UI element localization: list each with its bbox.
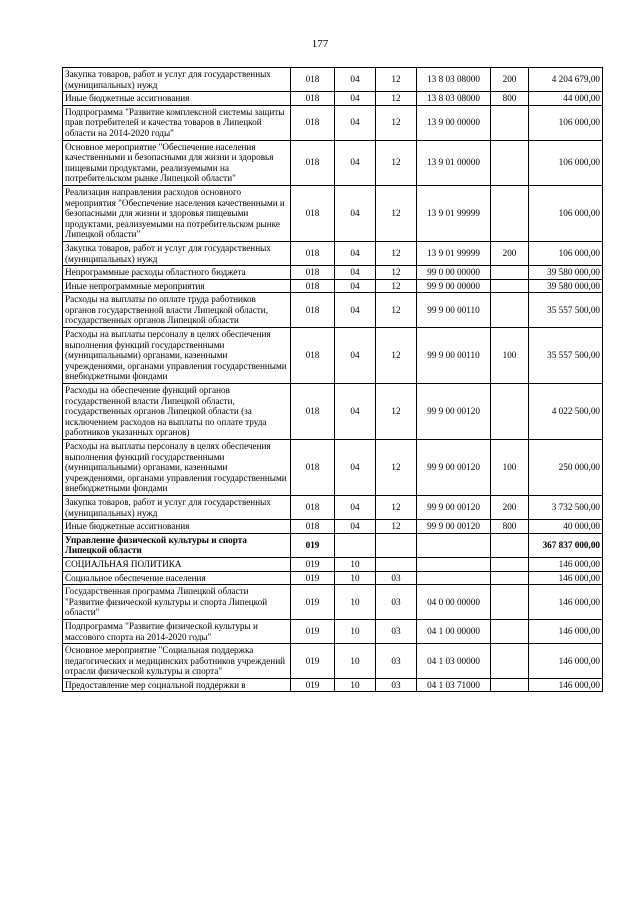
amount-cell: 4 204 679,00 [529,68,603,92]
section-code-cell: 04 [335,68,376,92]
amount-cell: 250 000,00 [529,440,603,496]
target-article-code-cell: 99 9 00 00120 [417,384,491,440]
section-code-cell: 04 [335,266,376,280]
row-name-cell: Социальное обеспечение населения [63,571,291,585]
row-name-cell: Государственная программа Липецкой области "Развитие физической культуры и спорта Липецкой области" [63,585,291,620]
amount-cell: 3 732 500,00 [529,495,603,519]
section-code-cell: 10 [335,571,376,585]
amount-cell: 44 000,00 [529,92,603,106]
section-code-cell: 04 [335,92,376,106]
ministry-code-cell: 019 [291,533,335,557]
table-row [63,185,603,241]
section-code-cell: 04 [335,185,376,241]
ministry-code-cell: 019 [291,585,335,620]
expense-type-code-cell: 100 [491,328,529,384]
section-code-cell: 04 [335,520,376,534]
row-name-cell: Непрограммные расходы областного бюджета [63,266,291,280]
subsection-code-cell: 12 [376,520,417,534]
expense-type-code-cell [491,105,529,140]
expense-type-code-cell [491,585,529,620]
target-article-code-cell: 13 9 01 99999 [417,185,491,241]
row-name-cell: Предоставление мер социальной поддержки в [63,678,291,692]
ministry-code-cell: 018 [291,266,335,280]
row-name-cell: Расходы на выплаты персоналу в целях обеспечения выполнения функций государственными (муниципальными) органами, казенными учреждениями, органами управления государственными внебюджетными фондами [63,328,291,384]
amount-cell: 106 000,00 [529,185,603,241]
expense-type-code-cell [491,533,529,557]
expense-type-code-cell [491,293,529,328]
subsection-code-cell: 12 [376,384,417,440]
subsection-code-cell: 03 [376,678,417,692]
row-name-cell: Подпрограмма "Развитие физической культуры и массового спорта на 2014-2020 годы" [63,619,291,643]
target-article-code-cell: 99 9 00 00120 [417,440,491,496]
target-article-code-cell: 04 1 03 71000 [417,678,491,692]
subsection-code-cell [376,557,417,571]
table-row [63,68,603,92]
table-row [63,495,603,519]
table-row [63,105,603,140]
table-row [63,520,603,534]
expense-type-code-cell: 800 [491,92,529,106]
subsection-code-cell: 03 [376,644,417,679]
expense-type-code-cell: 800 [491,520,529,534]
ministry-code-cell: 018 [291,495,335,519]
section-code-cell: 04 [335,328,376,384]
subsection-code-cell: 03 [376,619,417,643]
amount-cell: 4 022 500,00 [529,384,603,440]
row-name-cell: Подпрограмма "Развитие комплексной системы защиты прав потребителей и качества товаров в Липецкой области на 2014-2020 годы" [63,105,291,140]
target-article-code-cell: 04 1 00 00000 [417,619,491,643]
ministry-code-cell: 018 [291,520,335,534]
expense-type-code-cell: 200 [491,495,529,519]
target-article-code-cell: 13 9 01 00000 [417,140,491,185]
target-article-code-cell [417,557,491,571]
target-article-code-cell: 99 9 00 00000 [417,279,491,293]
target-article-code-cell [417,533,491,557]
amount-cell: 367 837 000,00 [529,533,603,557]
row-name-cell: Основное мероприятие "Социальная поддержка педагогических и медицинских работников учреждений отрасли физической культуры и спорта" [63,644,291,679]
row-name-cell: Иные бюджетные ассигнования [63,92,291,106]
target-article-code-cell: 04 1 03 00000 [417,644,491,679]
row-name-cell: СОЦИАЛЬНАЯ ПОЛИТИКА [63,557,291,571]
section-code-cell: 10 [335,585,376,620]
expense-type-code-cell [491,279,529,293]
row-name-cell: Расходы на обеспечение функций органов государственной власти Липецкой области, государственных органов Липецкой области (за исключением расходов на выплаты по оплате труда работников указанных органов) [63,384,291,440]
section-code-cell: 04 [335,384,376,440]
target-article-code-cell: 99 9 00 00120 [417,495,491,519]
ministry-code-cell: 018 [291,92,335,106]
table-row [63,384,603,440]
table-row [63,241,603,265]
ministry-code-cell: 018 [291,328,335,384]
section-code-cell: 10 [335,557,376,571]
section-code-cell: 04 [335,440,376,496]
table-row [63,585,603,620]
amount-cell: 146 000,00 [529,557,603,571]
amount-cell: 35 557 500,00 [529,293,603,328]
subsection-code-cell: 12 [376,185,417,241]
ministry-code-cell: 019 [291,678,335,692]
target-article-code-cell: 13 8 03 08000 [417,92,491,106]
subsection-code-cell: 12 [376,140,417,185]
expense-type-code-cell: 200 [491,68,529,92]
table-row [63,557,603,571]
subsection-code-cell [376,533,417,557]
ministry-code-cell: 018 [291,241,335,265]
row-name-cell: Расходы на выплаты персоналу в целях обеспечения выполнения функций государственными (муниципальными) органами, казенными учреждениями, органами управления государственными внебюджетными фондами [63,440,291,496]
table-row [63,328,603,384]
amount-cell: 146 000,00 [529,678,603,692]
ministry-code-cell: 018 [291,279,335,293]
section-code-cell: 10 [335,619,376,643]
subsection-code-cell: 12 [376,266,417,280]
target-article-code-cell: 99 9 00 00110 [417,293,491,328]
table-row [63,571,603,585]
budget-table [62,67,603,692]
ministry-code-cell: 018 [291,105,335,140]
ministry-code-cell: 019 [291,571,335,585]
section-code-cell [335,533,376,557]
expense-type-code-cell [491,644,529,679]
row-name-cell: Расходы на выплаты по оплате труда работников органов государственной власти Липецкой области, государственных органов Липецкой области [63,293,291,328]
ministry-code-cell: 018 [291,384,335,440]
subsection-code-cell: 12 [376,68,417,92]
expense-type-code-cell [491,557,529,571]
row-name-cell: Иные непрограммные мероприятия [63,279,291,293]
ministry-code-cell: 018 [291,440,335,496]
ministry-code-cell: 018 [291,185,335,241]
table-row [63,440,603,496]
amount-cell: 146 000,00 [529,644,603,679]
expense-type-code-cell [491,571,529,585]
target-article-code-cell: 99 0 00 00000 [417,266,491,280]
amount-cell: 146 000,00 [529,619,603,643]
section-code-cell: 04 [335,495,376,519]
table-row [63,533,603,557]
table-row [63,619,603,643]
subsection-code-cell: 12 [376,105,417,140]
subsection-code-cell: 12 [376,279,417,293]
section-code-cell: 04 [335,105,376,140]
subsection-code-cell: 12 [376,92,417,106]
ministry-code-cell: 019 [291,644,335,679]
budget-table-body [63,68,603,692]
amount-cell: 106 000,00 [529,140,603,185]
table-row [63,678,603,692]
subsection-code-cell: 12 [376,440,417,496]
amount-cell: 106 000,00 [529,105,603,140]
subsection-code-cell: 03 [376,585,417,620]
amount-cell: 39 580 000,00 [529,266,603,280]
section-code-cell: 04 [335,140,376,185]
row-name-cell: Закупка товаров, работ и услуг для государственных (муниципальных) нужд [63,68,291,92]
expense-type-code-cell [491,384,529,440]
row-name-cell: Иные бюджетные ассигнования [63,520,291,534]
table-row [63,266,603,280]
ministry-code-cell: 019 [291,619,335,643]
target-article-code-cell: 99 9 00 00110 [417,328,491,384]
row-name-cell: Основное мероприятие "Обеспечение населения качественными и безопасными для жизни и здоровья пищевыми продуктами, реализуемыми на потребительском рынке Липецкой области" [63,140,291,185]
ministry-code-cell: 019 [291,557,335,571]
table-row [63,644,603,679]
subsection-code-cell: 12 [376,328,417,384]
expense-type-code-cell [491,140,529,185]
row-name-cell: Управление физической культуры и спорта Липецкой области [63,533,291,557]
ministry-code-cell: 018 [291,68,335,92]
page-number: 177 [311,38,329,50]
amount-cell: 35 557 500,00 [529,328,603,384]
section-code-cell: 04 [335,293,376,328]
expense-type-code-cell [491,619,529,643]
table-row [63,279,603,293]
target-article-code-cell: 04 0 00 00000 [417,585,491,620]
expense-type-code-cell [491,266,529,280]
target-article-code-cell: 13 8 03 08000 [417,68,491,92]
target-article-code-cell [417,571,491,585]
expense-type-code-cell: 100 [491,440,529,496]
amount-cell: 39 580 000,00 [529,279,603,293]
row-name-cell: Закупка товаров, работ и услуг для государственных (муниципальных) нужд [63,495,291,519]
amount-cell: 40 000,00 [529,520,603,534]
subsection-code-cell: 03 [376,571,417,585]
subsection-code-cell: 12 [376,293,417,328]
section-code-cell: 10 [335,644,376,679]
table-row [63,140,603,185]
table-row [63,92,603,106]
subsection-code-cell: 12 [376,495,417,519]
row-name-cell: Реализация направления расходов основного мероприятия "Обеспечение населения качественными и безопасными для жизни и здоровья пищевыми продуктами, реализуемыми на потребительском рынке Липецкой области" [63,185,291,241]
amount-cell: 146 000,00 [529,571,603,585]
amount-cell: 106 000,00 [529,241,603,265]
table-row [63,293,603,328]
ministry-code-cell: 018 [291,140,335,185]
section-code-cell: 04 [335,241,376,265]
row-name-cell: Закупка товаров, работ и услуг для государственных (муниципальных) нужд [63,241,291,265]
section-code-cell: 04 [335,279,376,293]
amount-cell: 146 000,00 [529,585,603,620]
expense-type-code-cell [491,185,529,241]
expense-type-code-cell: 200 [491,241,529,265]
target-article-code-cell: 13 9 01 99999 [417,241,491,265]
target-article-code-cell: 13 9 00 00000 [417,105,491,140]
subsection-code-cell: 12 [376,241,417,265]
section-code-cell: 10 [335,678,376,692]
target-article-code-cell: 99 9 00 00120 [417,520,491,534]
ministry-code-cell: 018 [291,293,335,328]
expense-type-code-cell [491,678,529,692]
